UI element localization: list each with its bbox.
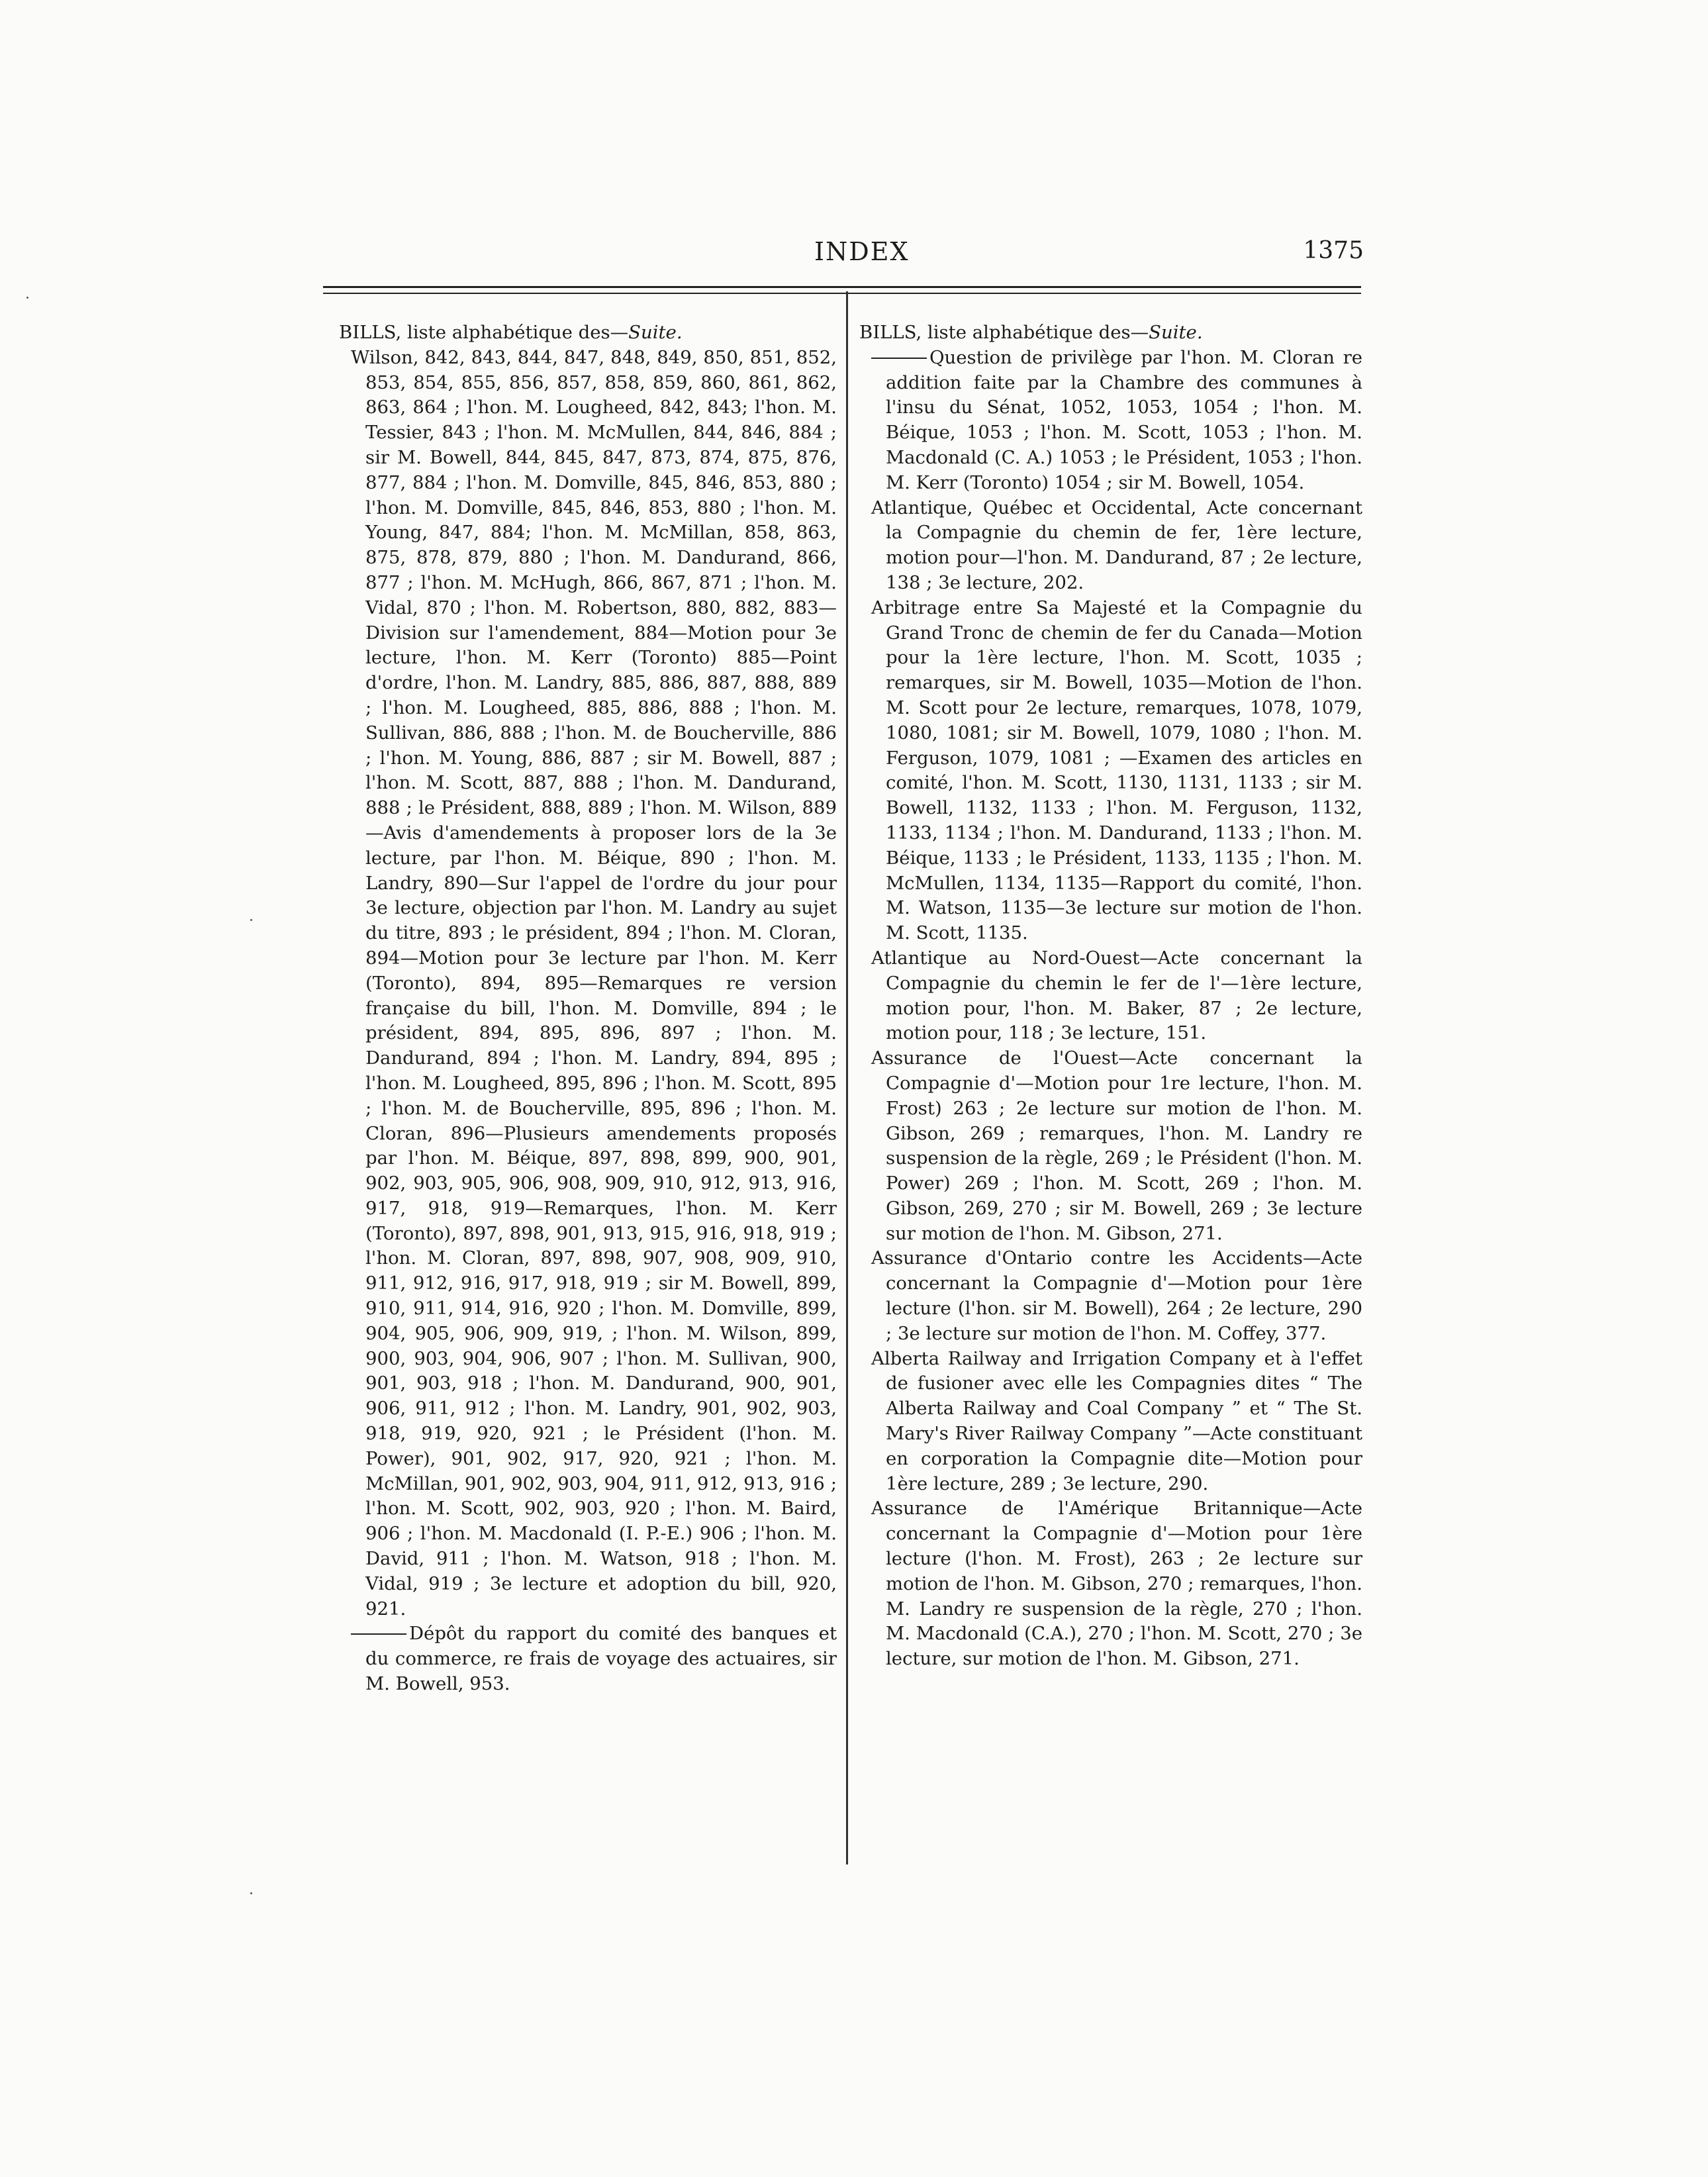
left-column xyxy=(339,320,837,1697)
index-entry: Question de privilège par l'hon. M. Cloran re addition faite par la Chambre des communes à l'insu du Sénat, 1052, 1053, 1054 ; l'hon. M. Béique, 1053 ; l'hon. M. Scott, 1053 ; l'hon. M. Macdonald (C. A.) 1053 ; le Président, 1053 ; l'hon. M. Kerr (Toronto) 1054 ; sir M. Bowell, 1054. xyxy=(859,346,1362,496)
right-column-heading: BILLS, liste alphabétique des—Suite. xyxy=(859,322,1203,343)
left-column-heading: BILLS, liste alphabétique des—Suite. xyxy=(339,322,683,343)
scan-speck xyxy=(26,297,28,299)
scan-speck xyxy=(250,1892,252,1894)
right-entries xyxy=(859,346,1362,1672)
index-subentry: Dépôt du rapport du comité des banques et du commerce, re frais de voyage des actuaires, sir M. Bowell, 953. xyxy=(339,1621,837,1696)
index-entry: Atlantique au Nord-Ouest—Acte concernant la Compagnie du chemin le fer de l'—1ère lecture, motion pour, l'hon. M. Baker, 87 ; 2e lecture, motion pour, 118 ; 3e lecture, 151. xyxy=(871,947,1362,1044)
page-header xyxy=(324,237,1364,270)
index-entry: Atlantique, Québec et Occidental, Acte concernant la Compagnie du chemin de fer, 1ère lecture, motion pour—l'hon. M. Dandurand, 87 ; 2e lecture, 138 ; 3e lecture, 202. xyxy=(871,497,1362,593)
index-entry: Arbitrage entre Sa Majesté et la Compagnie du Grand Tronc de chemin de fer du Canada—Motion pour la 1ère lecture, l'hon. M. Scott, 1035 ; remarques, sir M. Bowell, 1035—Motion de l'hon. M. Scott pour 2e lecture, remarques, 1078, 1079, 1080, 1081; sir M. Bowell, 1079, 1080 ; l'hon. M. Ferguson, 1079, 1081 ; —Examen des articles en comité, l'hon. M. Scott, 1130, 1131, 1133 ; sir M. Bowell, 1132, 1133 ; l'hon. M. Ferguson, 1132, 1133, 1134 ; l'hon. M. Dandurand, 1133 ; l'hon. M. Béique, 1133 ; le Président, 1133, 1135 ; l'hon. M. McMullen, 1134, 1135—Rapport du comité, l'hon. M. Watson, 1135—3e lecture sur motion de l'hon. M. Scott, 1135. xyxy=(871,597,1362,944)
page-title: INDEX xyxy=(814,237,910,266)
scan-speck xyxy=(250,919,252,921)
column-divider xyxy=(846,291,848,1864)
em-dash-rule xyxy=(871,358,927,359)
header-rule-bottom xyxy=(323,293,1361,294)
page-number: 1375 xyxy=(1303,237,1364,264)
right-column xyxy=(859,320,1362,1672)
index-entry: Assurance d'Ontario contre les Accidents—Acte concernant la Compagnie d'—Motion pour 1ère lecture (l'hon. sir M. Bowell), 264 ; 2e lecture, 290 ; 3e lecture sur motion de l'hon. M. Coffey, 377. xyxy=(871,1247,1362,1344)
index-entry: Assurance de l'Amérique Britannique—Acte concernant la Compagnie d'—Motion pour 1ère lecture (l'hon. M. Frost), 263 ; 2e lecture sur motion de l'hon. M. Gibson, 270 ; remarques, l'hon. M. Landry re suspension de la règle, 270 ; l'hon. M. Macdonald (C.A.), 270 ; l'hon. M. Scott, 270 ; 3e lecture, sur motion de l'hon. M. Gibson, 271. xyxy=(871,1498,1362,1670)
index-entry: Assurance de l'Ouest—Acte concernant la Compagnie d'—Motion pour 1re lecture, l'hon. M. Frost) 263 ; 2e lecture sur motion de l'hon. M. Gibson, 269 ; remarques, l'hon. M. Landry re suspension de la règle, 269 ; le Président (l'hon. M. Power) 269 ; l'hon. M. Scott, 269 ; l'hon. M. Gibson, 269, 270 ; sir M. Bowell, 269 ; 3e lecture sur motion de l'hon. M. Gibson, 271. xyxy=(871,1047,1362,1244)
em-dash-rule xyxy=(351,1633,406,1635)
index-entry: Wilson, 842, 843, 844, 847, 848, 849, 850, 851, 852, 853, 854, 855, 856, 857, 858, 859, 860, 861, 862, 863, 864 ; l'hon. M. Lougheed, 842, 843; l'hon. M. Tessier, 843 ; l'hon. M. McMullen, 844, 846, 884 ; sir M. Bowell, 844, 845, 847, 873, 874, 875, 876, 877, 884 ; l'hon. M. Domville, 845, 846, 853, 880 ; l'hon. M. Domville, 845, 846, 853, 880 ; l'hon. M. Young, 847, 884; l'hon. M. McMillan, 858, 863, 875, 878, 879, 880 ; l'hon. M. Dandurand, 866, 877 ; l'hon. M. McHugh, 866, 867, 871 ; l'hon. M. Vidal, 870 ; l'hon. M. Robertson, 880, 882, 883—Division sur l'amendement, 884—Motion pour 3e lecture, l'hon. M. Kerr (Toronto) 885—Point d'ordre, l'hon. M. Landry, 885, 886, 887, 888, 889 ; l'hon. M. Lougheed, 885, 886, 888 ; l'hon. M. Sullivan, 886, 888 ; l'hon. M. de Boucherville, 886 ; l'hon. M. Young, 886, 887 ; sir M. Bowell, 887 ; l'hon. M. Scott, 887, 888 ; l'hon. M. Dandurand, 888 ; le Président, 888, 889 ; l'hon. M. Wilson, 889—Avis d'amendements à proposer lors de la 3e lecture, par l'hon. M. Béique, 890 ; l'hon. M. Landry, 890—Sur l'appel de l'ordre du jour pour 3e lecture, objection par l'hon. M. Landry au sujet du titre, 893 ; le président, 894 ; l'hon. M. Cloran, 894—Motion pour 3e lecture par l'hon. M. Kerr (Toronto), 894, 895—Remarques re version française du bill, l'hon. M. Domville, 894 ; le président, 894, 895, 896, 897 ; l'hon. M. Dandurand, 894 ; l'hon. M. Landry, 894, 895 ; l'hon. M. Lougheed, 895, 896 ; l'hon. M. Scott, 895 ; l'hon. M. de Boucherville, 895, 896 ; l'hon. M. Cloran, 896—Plusieurs amendements proposés par l'hon. M. Béique, 897, 898, 899, 900, 901, 902, 903, 905, 906, 908, 909, 910, 912, 913, 916, 917, 918, 919—Remarques, l'hon. M. Kerr (Toronto), 897, 898, 901, 913, 915, 916, 918, 919 ; l'hon. M. Cloran, 897, 898, 907, 908, 909, 910, 911, 912, 916, 917, 918, 919 ; sir M. Bowell, 899, 910, 911, 914, 916, 920 ; l'hon. M. Domville, 899, 904, 905, 906, 909, 919, ; l'hon. M. Wilson, 899, 900, 903, 904, 906, 907 ; l'hon. M. Sullivan, 900, 901, 903, 918 ; l'hon. M. Dandurand, 900, 901, 906, 911, 912 ; l'hon. M. Landry, 901, 902, 903, 918, 919, 920, 921 ; le Président (l'hon. M. Power), 901, 902, 917, 920, 921 ; l'hon. M. McMillan, 901, 902, 903, 904, 911, 912, 913, 916 ; l'hon. M. Scott, 902, 903, 920 ; l'hon. M. Baird, 906 ; l'hon. M. Macdonald (I. P.-E.) 906 ; l'hon. M. David, 911 ; l'hon. M. Watson, 918 ; l'hon. M. Vidal, 919 ; 3e lecture et adoption du bill, 920, 921. xyxy=(351,346,837,1620)
header-rule-top xyxy=(323,286,1361,288)
index-entry: Alberta Railway and Irrigation Company et à l'effet de fusioner avec elle les Compagnies dites “ The Alberta Railway and Coal Company ” et “ The St. Mary's River Railway Company ”—Acte constituant en corporation la Compagnie dite—Motion pour 1ère lecture, 289 ; 3e lecture, 290. xyxy=(871,1347,1362,1494)
